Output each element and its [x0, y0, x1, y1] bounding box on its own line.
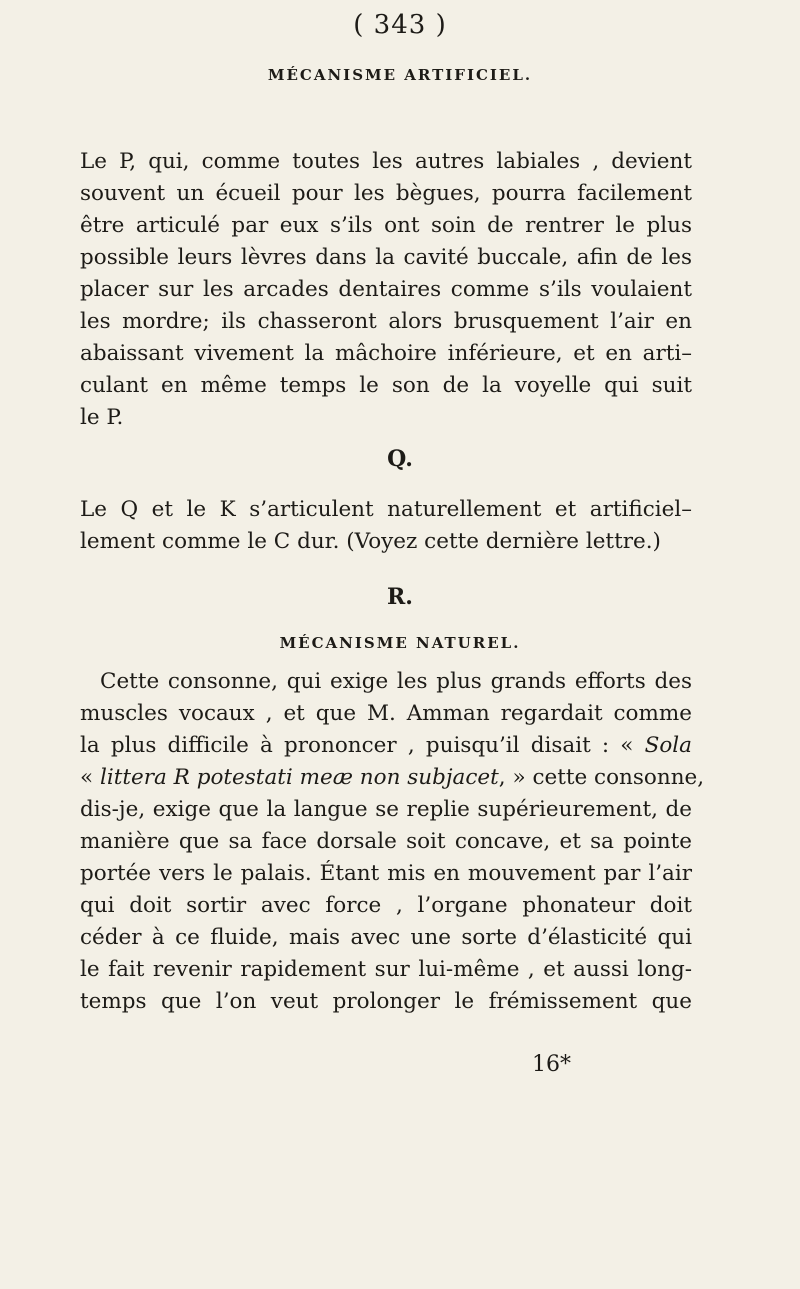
paragraph-r-line: muscles vocaux , et que M. Amman regardait comme: [80, 701, 692, 726]
line-text: , » cette consonne,: [498, 765, 705, 790]
quote-mark: «: [80, 765, 100, 790]
paragraph-r-line: Cette consonne, qui exige les plus grands efforts des: [100, 669, 692, 694]
section-header-artificial: MÉCANISME ARTIFICIEL.: [267, 66, 533, 84]
paragraph-r-line: [80, 762, 705, 794]
latin-quote: littera R potestati meæ non subjacet: [100, 765, 499, 790]
paragraph-r-line: céder à ce fluide, mais avec une sorte d’élasticité qui: [80, 925, 692, 950]
paragraph-p-line: Le P, qui, comme toutes les autres labiales , devient: [80, 149, 692, 174]
paragraph-q-line: Le Q et le K s’articulent naturellement et artificiel–: [80, 497, 692, 522]
letter-heading-q: Q.: [387, 446, 413, 472]
paragraph-p-line: abaissant vivement la mâchoire inférieure, et en arti–: [80, 341, 692, 366]
signature-mark: 16*: [532, 1052, 571, 1077]
section-header-natural: MÉCANISME NATUREL.: [279, 634, 521, 652]
italic-text: Sola: [644, 733, 692, 758]
paragraph-p-line: être articulé par eux s’ils ont soin de rentrer le plus: [80, 213, 692, 238]
paragraph-p-line: les mordre; ils chasseront alors brusquement l’air en: [80, 309, 692, 334]
paragraph-r-line: dis-je, exige que la langue se replie supérieurement, de: [80, 797, 692, 822]
paragraph-r-line: le fait revenir rapidement sur lui-même , et aussi long-: [80, 957, 692, 982]
line-text: la plus difficile à prononcer , puisqu’il disait : «: [80, 733, 645, 758]
paragraph-q-line: lement comme le C dur. (Voyez cette dernière lettre.): [80, 529, 661, 554]
paragraph-p-line: souvent un écueil pour les bègues, pourra facilement: [80, 181, 692, 206]
paragraph-r-line: qui doit sortir avec force , l’organe phonateur doit: [80, 893, 692, 918]
paragraph-r-line: temps que l’on veut prolonger le frémissement que: [80, 989, 692, 1014]
paragraph-p-line: possible leurs lèvres dans la cavité buccale, afin de les: [80, 245, 692, 270]
paragraph-p-line: le P.: [80, 405, 124, 430]
paragraph-r-line: manière que sa face dorsale soit concave, et sa pointe: [80, 829, 692, 854]
paragraph-r-line: portée vers le palais. Étant mis en mouvement par l’air: [80, 861, 692, 886]
paragraph-p-line: culant en même temps le son de la voyelle qui suit: [80, 373, 692, 398]
letter-heading-r: R.: [387, 584, 413, 610]
paragraph-r-line: [80, 730, 692, 762]
paragraph-p-line: placer sur les arcades dentaires comme s’ils voulaient: [80, 277, 692, 302]
page-number: ( 343 ): [353, 10, 447, 40]
